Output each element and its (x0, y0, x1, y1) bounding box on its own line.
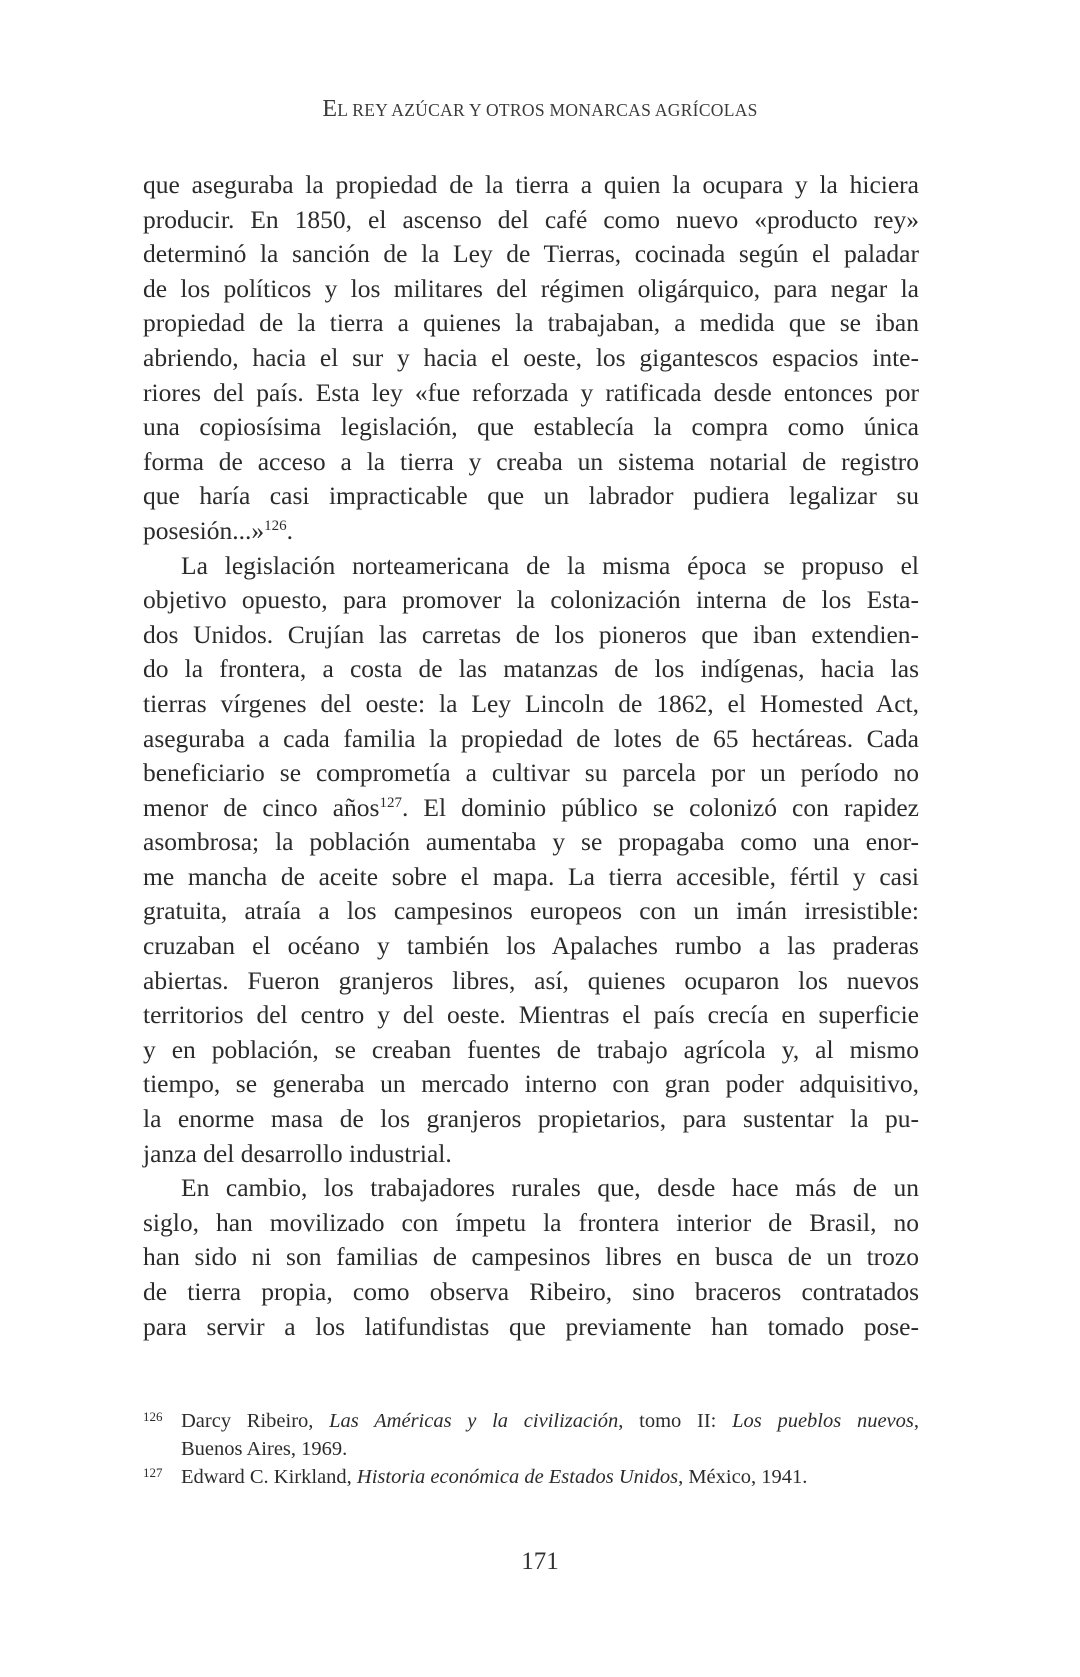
body-line: forma de acceso a la tierra y creaba un sistema notarial de registro (143, 446, 919, 476)
paragraph-start: La legislación norteamericana de la misma época se propuso el (181, 550, 919, 580)
body-line: abriendo, hacia el sur y hacia el oeste, los gigantescos espacios inte- (143, 342, 919, 372)
running-head-rest: L (337, 100, 353, 120)
footnote-text: , (913, 1410, 919, 1432)
body-line: gratuita, atraía a los campesinos europeos con un imán irresistible: (143, 896, 919, 926)
footnote-ref-126[interactable]: 126 (264, 517, 287, 534)
footnotes (143, 1407, 919, 1491)
body-line-text: posesión...» (143, 515, 265, 545)
body-line: cruzaban el océano y también los Apalaches rumbo a las praderas (143, 931, 919, 961)
body-line: de los políticos y los militares del régimen oligárquico, para negar la (143, 273, 919, 303)
body-line: tierras vírgenes del oeste: la Ley Lincoln de 1862, el Homested Act, (143, 688, 919, 718)
body-line: beneficiario se comprometía a cultivar su parcela por un período no (143, 758, 919, 788)
footnote-title: Historia económica de Estados Unidos (356, 1466, 679, 1488)
page-number: 171 (521, 1548, 559, 1575)
body-line: siglo, han movilizado con ímpetu la frontera interior de Brasil, no (143, 1207, 919, 1237)
footnote-126-continuation: Buenos Aires, 1969. (181, 1438, 348, 1460)
body-line: do la frontera, a costa de las matanzas de los indígenas, hacia las (143, 654, 919, 684)
body-line: asombrosa; la población aumentaba y se propagaba como una enor- (143, 827, 919, 857)
footnote-127: 127 Edward C. Kirkland, Historia económica de Estados Unidos, México, 1941. (143, 1465, 808, 1488)
body-line (143, 791, 919, 826)
footnote-text: , tomo II: (618, 1410, 733, 1432)
footnote-title: Las Américas y la civilización (329, 1410, 619, 1432)
body-line: objetivo opuesto, para promover la colonización interna de los Esta- (143, 585, 919, 615)
footnote-author: Edward C. Kirkland, (181, 1466, 357, 1488)
body-text (143, 168, 919, 1344)
running-head-smallcaps: REY AZÚCAR Y OTROS MONARCAS AGRÍCOLAS (352, 100, 758, 120)
footnote-ref-127[interactable]: 127 (379, 794, 402, 811)
body-line-text: . (286, 515, 293, 545)
body-line: abiertas. Fueron granjeros libres, así, quienes ocuparon los nuevos (143, 965, 919, 995)
body-line: riores del país. Esta ley «fue reforzada y ratificada desde entonces por (143, 377, 919, 407)
footnote-text: , México, 1941. (678, 1466, 808, 1488)
footnote-126: 126 Darcy Ribeiro, Las Américas y la civilización, tomo II: Los pueblos nuevos, (143, 1409, 919, 1432)
body-line-text: . El dominio público se colonizó con rapidez (401, 792, 919, 822)
body-line: de tierra propia, como observa Ribeiro, sino braceros contratados (143, 1277, 919, 1306)
body-line: para servir a los latifundistas que previamente han tomado pose- (143, 1311, 919, 1341)
body-line: producir. En 1850, el ascenso del café como nuevo «producto rey» (143, 204, 919, 234)
running-head-initial: E (322, 96, 338, 122)
footnote-author: Darcy Ribeiro, (181, 1410, 330, 1432)
footnote-subtitle: Los pueblos nuevos (732, 1410, 914, 1432)
body-line: me mancha de aceite sobre el mapa. La tierra accesible, fértil y casi (143, 861, 919, 891)
body-line: tiempo, se generaba un mercado interno con gran poder adquisitivo, (143, 1069, 919, 1099)
running-head (0, 96, 1080, 123)
body-line: que aseguraba la propiedad de la tierra a quien la ocupara y la hiciera (143, 170, 919, 199)
body-line: que haría casi impracticable que un labrador pudiera legalizar su (143, 481, 919, 511)
body-line: dos Unidos. Crujían las carretas de los pioneros que iban extendien- (143, 619, 919, 649)
body-line: janza del desarrollo industrial. (143, 1138, 452, 1168)
body-line: propiedad de la tierra a quienes la trabajaban, a medida que se iban (143, 308, 919, 338)
body-line: y en población, se creaban fuentes de trabajo agrícola y, al mismo (143, 1034, 919, 1064)
paragraph-start: En cambio, los trabajadores rurales que, desde hace más de un (181, 1173, 919, 1203)
body-line-text: menor de cinco años (143, 792, 380, 822)
body-line: han sido ni son familias de campesinos libres en busca de un trozo (143, 1242, 919, 1272)
body-line: determinó la sanción de la Ley de Tierras, cocinada según el paladar (143, 239, 919, 269)
body-line: aseguraba a cada familia la propiedad de lotes de 65 hectáreas. Cada (143, 723, 919, 753)
body-line: la enorme masa de los granjeros propietarios, para sustentar la pu- (143, 1104, 919, 1134)
body-line: territorios del centro y del oeste. Mientras el país crecía en superficie (143, 1000, 919, 1030)
body-line: una copiosísima legislación, que establecía la compra como única (143, 412, 919, 442)
body-line (143, 514, 919, 549)
